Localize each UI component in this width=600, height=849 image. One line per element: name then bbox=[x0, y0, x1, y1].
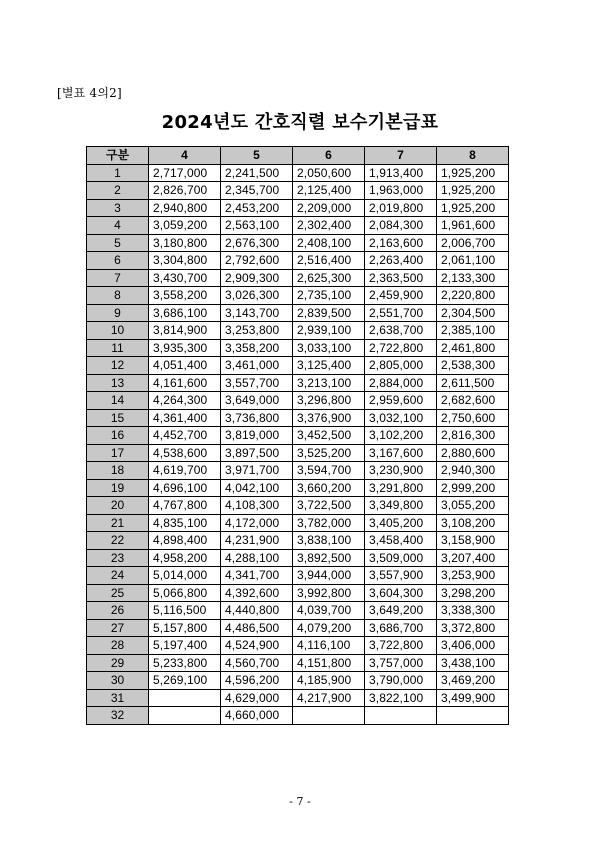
salary-cell: 3,304,800 bbox=[149, 252, 221, 270]
salary-cell: 3,026,300 bbox=[221, 287, 293, 305]
salary-cell: 2,363,500 bbox=[365, 269, 437, 287]
salary-cell bbox=[437, 707, 509, 725]
grade-cell: 4 bbox=[87, 217, 149, 235]
salary-cell: 4,079,200 bbox=[293, 619, 365, 637]
grade-cell: 17 bbox=[87, 444, 149, 462]
header-cell-step-4: 4 bbox=[149, 147, 221, 165]
grade-cell: 18 bbox=[87, 462, 149, 480]
salary-cell: 4,767,800 bbox=[149, 497, 221, 515]
grade-cell: 15 bbox=[87, 409, 149, 427]
salary-cell: 2,516,400 bbox=[293, 252, 365, 270]
salary-cell: 4,619,700 bbox=[149, 462, 221, 480]
salary-cell: 2,241,500 bbox=[221, 164, 293, 182]
salary-cell: 3,349,800 bbox=[365, 497, 437, 515]
salary-cell: 3,944,000 bbox=[293, 567, 365, 585]
salary-cell: 4,835,100 bbox=[149, 514, 221, 532]
salary-cell: 3,814,900 bbox=[149, 322, 221, 340]
salary-cell bbox=[149, 689, 221, 707]
salary-cell: 3,935,300 bbox=[149, 339, 221, 357]
grade-cell: 21 bbox=[87, 514, 149, 532]
table-body bbox=[87, 164, 509, 724]
grade-cell: 6 bbox=[87, 252, 149, 270]
salary-cell: 2,563,100 bbox=[221, 217, 293, 235]
salary-cell: 3,461,000 bbox=[221, 357, 293, 375]
salary-cell: 3,686,100 bbox=[149, 304, 221, 322]
salary-cell: 5,157,800 bbox=[149, 619, 221, 637]
salary-cell: 5,014,000 bbox=[149, 567, 221, 585]
salary-cell: 3,406,000 bbox=[437, 637, 509, 655]
salary-cell: 2,940,300 bbox=[437, 462, 509, 480]
grade-cell: 24 bbox=[87, 567, 149, 585]
salary-cell: 2,625,300 bbox=[293, 269, 365, 287]
salary-cell: 3,296,800 bbox=[293, 392, 365, 410]
salary-cell: 2,676,300 bbox=[221, 234, 293, 252]
salary-cell: 2,717,000 bbox=[149, 164, 221, 182]
salary-cell: 3,452,500 bbox=[293, 427, 365, 445]
salary-cell: 3,291,800 bbox=[365, 479, 437, 497]
table-row bbox=[87, 672, 509, 690]
salary-cell: 3,376,900 bbox=[293, 409, 365, 427]
header-cell-step-7: 7 bbox=[365, 147, 437, 165]
salary-cell: 3,430,700 bbox=[149, 269, 221, 287]
salary-cell bbox=[293, 707, 365, 725]
grade-cell: 31 bbox=[87, 689, 149, 707]
table-row bbox=[87, 392, 509, 410]
salary-cell: 4,151,800 bbox=[293, 654, 365, 672]
salary-cell: 2,551,700 bbox=[365, 304, 437, 322]
grade-cell: 23 bbox=[87, 549, 149, 567]
salary-cell: 3,604,300 bbox=[365, 584, 437, 602]
table-row bbox=[87, 287, 509, 305]
table-row bbox=[87, 339, 509, 357]
salary-cell: 2,408,100 bbox=[293, 234, 365, 252]
grade-cell: 16 bbox=[87, 427, 149, 445]
salary-cell: 5,066,800 bbox=[149, 584, 221, 602]
salary-cell: 4,341,700 bbox=[221, 567, 293, 585]
salary-cell bbox=[365, 707, 437, 725]
table-row bbox=[87, 532, 509, 550]
salary-cell: 4,629,000 bbox=[221, 689, 293, 707]
salary-cell: 1,925,200 bbox=[437, 182, 509, 200]
table-row bbox=[87, 322, 509, 340]
salary-cell: 4,696,100 bbox=[149, 479, 221, 497]
salary-cell: 3,660,200 bbox=[293, 479, 365, 497]
salary-cell: 3,102,200 bbox=[365, 427, 437, 445]
salary-cell: 5,197,400 bbox=[149, 637, 221, 655]
grade-cell: 30 bbox=[87, 672, 149, 690]
annex-label: [별표 4의2] bbox=[57, 86, 122, 100]
grade-cell: 25 bbox=[87, 584, 149, 602]
salary-table bbox=[86, 146, 509, 725]
salary-cell: 2,304,500 bbox=[437, 304, 509, 322]
salary-cell: 4,660,000 bbox=[221, 707, 293, 725]
salary-cell: 3,649,200 bbox=[365, 602, 437, 620]
salary-cell: 3,469,200 bbox=[437, 672, 509, 690]
salary-cell: 3,298,200 bbox=[437, 584, 509, 602]
grade-cell: 5 bbox=[87, 234, 149, 252]
salary-cell: 2,084,300 bbox=[365, 217, 437, 235]
salary-cell: 4,172,000 bbox=[221, 514, 293, 532]
salary-cell: 3,892,500 bbox=[293, 549, 365, 567]
salary-cell: 4,596,200 bbox=[221, 672, 293, 690]
salary-cell: 4,958,200 bbox=[149, 549, 221, 567]
salary-cell: 3,167,600 bbox=[365, 444, 437, 462]
salary-cell: 4,161,600 bbox=[149, 374, 221, 392]
salary-cell: 2,220,800 bbox=[437, 287, 509, 305]
salary-cell: 4,288,100 bbox=[221, 549, 293, 567]
salary-cell: 3,822,100 bbox=[365, 689, 437, 707]
salary-cell: 4,217,900 bbox=[293, 689, 365, 707]
table-row bbox=[87, 374, 509, 392]
salary-cell: 2,385,100 bbox=[437, 322, 509, 340]
grade-cell: 32 bbox=[87, 707, 149, 725]
salary-cell: 4,039,700 bbox=[293, 602, 365, 620]
salary-cell: 3,405,200 bbox=[365, 514, 437, 532]
grade-cell: 28 bbox=[87, 637, 149, 655]
salary-cell: 3,108,200 bbox=[437, 514, 509, 532]
salary-cell: 5,269,100 bbox=[149, 672, 221, 690]
salary-cell: 2,735,100 bbox=[293, 287, 365, 305]
salary-cell: 3,143,700 bbox=[221, 304, 293, 322]
salary-cell: 3,649,000 bbox=[221, 392, 293, 410]
salary-cell: 2,750,600 bbox=[437, 409, 509, 427]
salary-cell: 3,557,700 bbox=[221, 374, 293, 392]
salary-cell: 2,006,700 bbox=[437, 234, 509, 252]
table-row bbox=[87, 479, 509, 497]
salary-cell: 2,884,000 bbox=[365, 374, 437, 392]
grade-cell: 9 bbox=[87, 304, 149, 322]
salary-cell: 3,992,800 bbox=[293, 584, 365, 602]
grade-cell: 29 bbox=[87, 654, 149, 672]
salary-cell: 2,345,700 bbox=[221, 182, 293, 200]
table-row bbox=[87, 514, 509, 532]
table-row bbox=[87, 567, 509, 585]
grade-cell: 7 bbox=[87, 269, 149, 287]
table-row bbox=[87, 497, 509, 515]
salary-cell: 2,302,400 bbox=[293, 217, 365, 235]
salary-cell: 2,939,100 bbox=[293, 322, 365, 340]
salary-cell: 3,594,700 bbox=[293, 462, 365, 480]
salary-cell: 4,440,800 bbox=[221, 602, 293, 620]
salary-cell: 1,963,000 bbox=[365, 182, 437, 200]
salary-cell: 3,207,400 bbox=[437, 549, 509, 567]
salary-cell: 2,050,600 bbox=[293, 164, 365, 182]
salary-cell: 3,032,100 bbox=[365, 409, 437, 427]
salary-cell: 4,898,400 bbox=[149, 532, 221, 550]
table-row bbox=[87, 689, 509, 707]
salary-cell: 3,509,000 bbox=[365, 549, 437, 567]
grade-cell: 13 bbox=[87, 374, 149, 392]
grade-cell: 2 bbox=[87, 182, 149, 200]
salary-cell: 2,125,400 bbox=[293, 182, 365, 200]
grade-cell: 14 bbox=[87, 392, 149, 410]
salary-cell: 2,826,700 bbox=[149, 182, 221, 200]
grade-cell: 8 bbox=[87, 287, 149, 305]
salary-cell: 2,839,500 bbox=[293, 304, 365, 322]
salary-cell bbox=[149, 707, 221, 725]
salary-cell: 5,233,800 bbox=[149, 654, 221, 672]
salary-cell: 4,231,900 bbox=[221, 532, 293, 550]
salary-cell: 2,611,500 bbox=[437, 374, 509, 392]
table-row bbox=[87, 549, 509, 567]
salary-cell: 3,358,200 bbox=[221, 339, 293, 357]
salary-cell: 3,819,000 bbox=[221, 427, 293, 445]
salary-cell: 3,558,200 bbox=[149, 287, 221, 305]
grade-cell: 19 bbox=[87, 479, 149, 497]
salary-cell: 2,638,700 bbox=[365, 322, 437, 340]
salary-cell: 2,940,800 bbox=[149, 199, 221, 217]
salary-cell: 4,116,100 bbox=[293, 637, 365, 655]
grade-cell: 1 bbox=[87, 164, 149, 182]
salary-cell: 3,757,000 bbox=[365, 654, 437, 672]
table-row bbox=[87, 619, 509, 637]
salary-cell: 3,897,500 bbox=[221, 444, 293, 462]
table-row bbox=[87, 584, 509, 602]
table-row bbox=[87, 654, 509, 672]
salary-cell: 2,792,600 bbox=[221, 252, 293, 270]
table-row bbox=[87, 707, 509, 725]
grade-cell: 27 bbox=[87, 619, 149, 637]
salary-cell: 2,722,800 bbox=[365, 339, 437, 357]
header-cell-category: 구분 bbox=[87, 147, 149, 165]
salary-cell: 3,782,000 bbox=[293, 514, 365, 532]
page-number: - 7 - bbox=[289, 795, 311, 808]
salary-cell: 3,158,900 bbox=[437, 532, 509, 550]
salary-cell: 3,790,000 bbox=[365, 672, 437, 690]
salary-cell: 3,971,700 bbox=[221, 462, 293, 480]
table-row bbox=[87, 217, 509, 235]
salary-cell: 3,230,900 bbox=[365, 462, 437, 480]
salary-cell: 3,736,800 bbox=[221, 409, 293, 427]
salary-cell: 3,438,100 bbox=[437, 654, 509, 672]
salary-cell: 4,392,600 bbox=[221, 584, 293, 602]
table-row bbox=[87, 409, 509, 427]
table-row bbox=[87, 199, 509, 217]
salary-cell: 4,361,400 bbox=[149, 409, 221, 427]
table-row bbox=[87, 269, 509, 287]
table-row bbox=[87, 182, 509, 200]
salary-cell: 3,338,300 bbox=[437, 602, 509, 620]
table-row bbox=[87, 304, 509, 322]
salary-cell: 3,557,900 bbox=[365, 567, 437, 585]
table-header-row bbox=[87, 147, 509, 165]
salary-cell: 3,055,200 bbox=[437, 497, 509, 515]
salary-cell: 2,538,300 bbox=[437, 357, 509, 375]
table-row bbox=[87, 252, 509, 270]
table-row bbox=[87, 462, 509, 480]
salary-cell: 4,264,300 bbox=[149, 392, 221, 410]
salary-cell: 3,253,800 bbox=[221, 322, 293, 340]
salary-cell: 3,722,500 bbox=[293, 497, 365, 515]
salary-cell: 3,686,700 bbox=[365, 619, 437, 637]
salary-cell: 2,959,600 bbox=[365, 392, 437, 410]
header-cell-step-6: 6 bbox=[293, 147, 365, 165]
table-row bbox=[87, 637, 509, 655]
grade-cell: 3 bbox=[87, 199, 149, 217]
salary-cell: 3,722,800 bbox=[365, 637, 437, 655]
salary-cell: 2,453,200 bbox=[221, 199, 293, 217]
salary-cell: 4,051,400 bbox=[149, 357, 221, 375]
salary-cell: 4,452,700 bbox=[149, 427, 221, 445]
salary-cell: 1,925,200 bbox=[437, 199, 509, 217]
header-cell-step-5: 5 bbox=[221, 147, 293, 165]
salary-cell: 5,116,500 bbox=[149, 602, 221, 620]
salary-cell: 3,059,200 bbox=[149, 217, 221, 235]
salary-cell: 4,486,500 bbox=[221, 619, 293, 637]
salary-cell: 2,816,300 bbox=[437, 427, 509, 445]
grade-cell: 22 bbox=[87, 532, 149, 550]
salary-cell: 4,538,600 bbox=[149, 444, 221, 462]
salary-cell: 3,253,900 bbox=[437, 567, 509, 585]
salary-cell: 4,042,100 bbox=[221, 479, 293, 497]
salary-cell: 2,999,200 bbox=[437, 479, 509, 497]
salary-cell: 3,125,400 bbox=[293, 357, 365, 375]
salary-cell: 4,108,300 bbox=[221, 497, 293, 515]
salary-cell: 4,524,900 bbox=[221, 637, 293, 655]
salary-cell: 2,880,600 bbox=[437, 444, 509, 462]
grade-cell: 12 bbox=[87, 357, 149, 375]
table-row bbox=[87, 234, 509, 252]
grade-cell: 20 bbox=[87, 497, 149, 515]
salary-cell: 2,133,300 bbox=[437, 269, 509, 287]
salary-cell: 3,180,800 bbox=[149, 234, 221, 252]
salary-cell: 3,525,200 bbox=[293, 444, 365, 462]
salary-cell: 2,061,100 bbox=[437, 252, 509, 270]
grade-cell: 11 bbox=[87, 339, 149, 357]
grade-cell: 26 bbox=[87, 602, 149, 620]
table-row bbox=[87, 164, 509, 182]
salary-cell: 2,209,000 bbox=[293, 199, 365, 217]
salary-cell: 2,459,900 bbox=[365, 287, 437, 305]
salary-cell: 1,925,200 bbox=[437, 164, 509, 182]
table-row bbox=[87, 357, 509, 375]
header-cell-step-8: 8 bbox=[437, 147, 509, 165]
grade-cell: 10 bbox=[87, 322, 149, 340]
salary-cell: 1,913,400 bbox=[365, 164, 437, 182]
salary-cell: 2,682,600 bbox=[437, 392, 509, 410]
page-title: 2024년도 간호직렬 보수기본급표 bbox=[161, 112, 439, 133]
salary-cell: 2,163,600 bbox=[365, 234, 437, 252]
salary-cell: 2,019,800 bbox=[365, 199, 437, 217]
salary-cell: 3,458,400 bbox=[365, 532, 437, 550]
salary-cell: 3,372,800 bbox=[437, 619, 509, 637]
salary-cell: 3,213,100 bbox=[293, 374, 365, 392]
table-row bbox=[87, 444, 509, 462]
salary-cell: 2,263,400 bbox=[365, 252, 437, 270]
table-row bbox=[87, 602, 509, 620]
salary-cell: 2,461,800 bbox=[437, 339, 509, 357]
table-row bbox=[87, 427, 509, 445]
salary-cell: 4,560,700 bbox=[221, 654, 293, 672]
salary-cell: 3,838,100 bbox=[293, 532, 365, 550]
salary-cell: 3,033,100 bbox=[293, 339, 365, 357]
salary-cell: 3,499,900 bbox=[437, 689, 509, 707]
salary-cell: 1,961,600 bbox=[437, 217, 509, 235]
salary-cell: 2,805,000 bbox=[365, 357, 437, 375]
salary-cell: 2,909,300 bbox=[221, 269, 293, 287]
salary-cell: 4,185,900 bbox=[293, 672, 365, 690]
